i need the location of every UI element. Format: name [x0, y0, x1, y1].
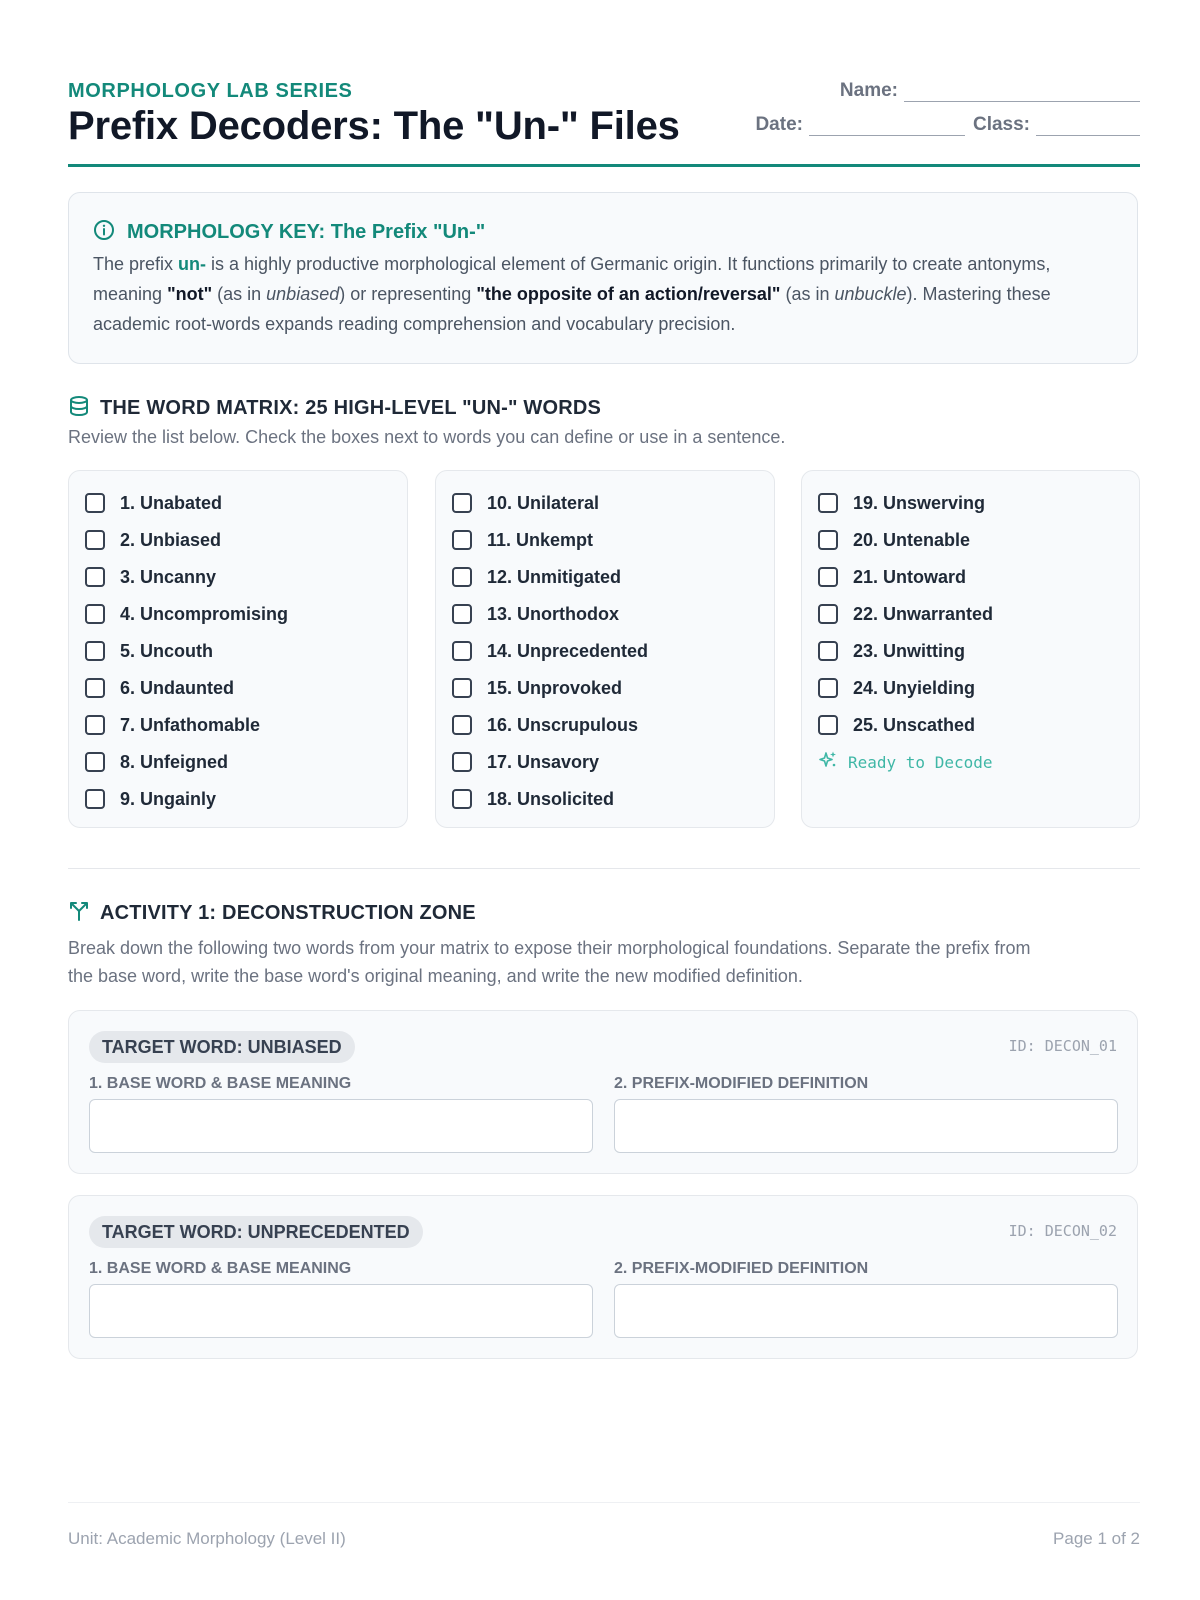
word-item[interactable] [452, 527, 593, 553]
word-label: 15. Unprovoked [487, 677, 623, 698]
word-label: 3. Uncanny [120, 566, 217, 587]
word-item[interactable] [85, 749, 228, 775]
key-text: The prefix [93, 254, 179, 274]
checkbox[interactable] [452, 641, 472, 661]
word-label: 16. Unscrupulous [487, 714, 639, 735]
checkbox[interactable] [818, 604, 838, 624]
deconstruction-card-2 [68, 1195, 1138, 1359]
key-example: unbuckle [834, 284, 907, 304]
word-label: 1. Unabated [120, 492, 223, 513]
key-text: is a highly productive morphological element of Germanic origin. It functions primarily to create antonyms, meaning [93, 254, 1051, 304]
target-word-badge: TARGET WORD: UNPRECEDENTED [89, 1216, 423, 1248]
word-item[interactable] [818, 601, 993, 627]
base-word-field[interactable] [89, 1284, 593, 1338]
word-item[interactable] [452, 786, 614, 812]
word-item[interactable] [452, 675, 622, 701]
word-item[interactable] [818, 712, 975, 738]
split-arrow-icon [68, 900, 90, 927]
checkbox[interactable] [452, 715, 472, 735]
key-text: (as in [212, 284, 267, 304]
date-field[interactable] [809, 117, 965, 136]
card-id: ID: DECON_02 [1008, 1222, 1117, 1240]
word-label: 7. Unfathomable [120, 714, 261, 735]
deconstruction-card-1 [68, 1010, 1138, 1174]
word-label: 10. Unilateral [487, 492, 600, 513]
key-text: (as in [780, 284, 835, 304]
word-item[interactable] [85, 712, 260, 738]
word-item[interactable] [818, 675, 975, 701]
key-description [93, 249, 1113, 339]
sparkle-icon [818, 750, 838, 775]
class-label: Class: [972, 114, 1030, 135]
word-label: 13. Unorthodox [487, 603, 620, 624]
base-word-field[interactable] [89, 1099, 593, 1153]
series-label: MORPHOLOGY LAB SERIES [68, 80, 353, 102]
activity-heading [68, 900, 476, 927]
word-column-2 [435, 470, 775, 828]
checkbox[interactable] [85, 789, 105, 809]
ready-status [818, 750, 993, 775]
morphology-key-box [68, 192, 1138, 364]
word-label: 11. Unkempt [487, 529, 594, 550]
student-info-fields [720, 76, 1140, 146]
word-item[interactable] [85, 638, 213, 664]
word-item[interactable] [85, 527, 221, 553]
matrix-heading [68, 395, 601, 422]
checkbox[interactable] [818, 567, 838, 587]
checkbox[interactable] [85, 604, 105, 624]
word-item[interactable] [85, 675, 234, 701]
checkbox[interactable] [85, 641, 105, 661]
word-label: 9. Ungainly [120, 788, 217, 809]
word-item[interactable] [452, 712, 638, 738]
checkbox[interactable] [452, 752, 472, 772]
word-item[interactable] [818, 564, 966, 590]
name-label: Name: [839, 80, 898, 101]
word-label: 17. Unsavory [487, 751, 600, 772]
checkbox[interactable] [85, 530, 105, 550]
checkbox[interactable] [85, 715, 105, 735]
worksheet-header [68, 76, 1140, 167]
word-item[interactable] [818, 638, 965, 664]
checkbox[interactable] [818, 678, 838, 698]
modified-definition-label: 2. PREFIX-MODIFIED DEFINITION [614, 1075, 869, 1092]
word-column-1 [68, 470, 408, 828]
word-item[interactable] [85, 601, 288, 627]
word-item[interactable] [452, 564, 621, 590]
target-word-badge: TARGET WORD: UNBIASED [89, 1031, 355, 1063]
key-example: unbiased [266, 284, 340, 304]
word-column-3 [801, 470, 1140, 828]
checkbox[interactable] [452, 789, 472, 809]
page-number: Page 1 of 2 [1053, 1529, 1140, 1548]
checkbox[interactable] [85, 493, 105, 513]
database-icon [68, 395, 90, 422]
word-item[interactable] [85, 490, 222, 516]
word-item[interactable] [818, 490, 985, 516]
section-divider [68, 868, 1140, 869]
key-bold-term: "not" [167, 284, 213, 304]
checkbox[interactable] [452, 604, 472, 624]
checkbox[interactable] [85, 678, 105, 698]
key-bold-term: "the opposite of an action/reversal" [476, 284, 781, 304]
word-label: 22. Unwarranted [853, 603, 994, 624]
checkbox[interactable] [452, 530, 472, 550]
info-icon [93, 219, 115, 246]
key-heading [93, 219, 485, 246]
activity-title: ACTIVITY 1: DECONSTRUCTION ZONE [100, 902, 476, 924]
checkbox[interactable] [818, 715, 838, 735]
checkbox[interactable] [818, 493, 838, 513]
key-text: ). Mastering these academic root-words expands reading comprehension and vocabulary precision. [93, 284, 1051, 334]
word-label: 2. Unbiased [120, 529, 222, 550]
word-label: 5. Uncouth [120, 640, 213, 661]
word-item[interactable] [818, 527, 970, 553]
word-item[interactable] [85, 786, 216, 812]
checkbox[interactable] [85, 752, 105, 772]
word-label: 23. Unwitting [853, 640, 965, 661]
unit-label: Unit: Academic Morphology (Level II) [68, 1529, 346, 1548]
page-footer [68, 1502, 1140, 1548]
matrix-title: THE WORD MATRIX: 25 HIGH-LEVEL "UN-" WORDS [100, 397, 602, 419]
activity-description-line: Break down the following two words from your matrix to expose their morphological foundations. Separate the prefix from [68, 938, 1031, 958]
card-id: ID: DECON_01 [1008, 1037, 1117, 1055]
word-item[interactable] [452, 638, 648, 664]
word-item[interactable] [452, 749, 599, 775]
word-label: 19. Unswerving [853, 492, 986, 513]
word-label: 25. Unscathed [853, 714, 976, 735]
date-class-row [755, 114, 1140, 136]
activity-description-line: the base word, write the base word's original meaning, and write the new modified definition. [68, 966, 803, 986]
matrix-description: Review the list below. Check the boxes next to words you can define or use in a sentence. [68, 427, 786, 447]
word-label: 21. Untoward [853, 566, 967, 587]
checkbox[interactable] [452, 678, 472, 698]
checkbox[interactable] [818, 530, 838, 550]
key-title: MORPHOLOGY KEY: The Prefix "Un-" [127, 221, 486, 243]
word-item[interactable] [85, 564, 216, 590]
name-field[interactable] [904, 83, 1140, 102]
checkbox[interactable] [452, 567, 472, 587]
modified-definition-field[interactable] [614, 1099, 1118, 1153]
word-label: 6. Undaunted [120, 677, 235, 698]
base-word-label: 1. BASE WORD & BASE MEANING [89, 1075, 352, 1092]
word-label: 8. Unfeigned [120, 751, 229, 772]
ready-text: Ready to Decode [848, 753, 993, 772]
word-label: 4. Uncompromising [120, 603, 289, 624]
key-prefix: un- [178, 254, 207, 274]
name-field-row [840, 80, 1140, 102]
word-item[interactable] [452, 490, 599, 516]
word-label: 12. Unmitigated [487, 566, 622, 587]
checkbox[interactable] [85, 567, 105, 587]
word-label: 18. Unsolicited [487, 788, 615, 809]
word-label: 24. Unyielding [853, 677, 976, 698]
class-field[interactable] [1036, 117, 1140, 136]
activity-description [68, 934, 1030, 990]
date-label: Date: [755, 114, 803, 135]
base-word-label: 1. BASE WORD & BASE MEANING [89, 1260, 352, 1277]
word-label: 20. Untenable [853, 529, 971, 550]
word-item[interactable] [452, 601, 619, 627]
modified-definition-field[interactable] [614, 1284, 1118, 1338]
checkbox[interactable] [818, 641, 838, 661]
word-label: 14. Unprecedented [487, 640, 649, 661]
page-title: Prefix Decoders: The "Un-" Files [68, 104, 680, 148]
key-text: ) or representing [339, 284, 477, 304]
checkbox[interactable] [452, 493, 472, 513]
modified-definition-label: 2. PREFIX-MODIFIED DEFINITION [614, 1260, 869, 1277]
